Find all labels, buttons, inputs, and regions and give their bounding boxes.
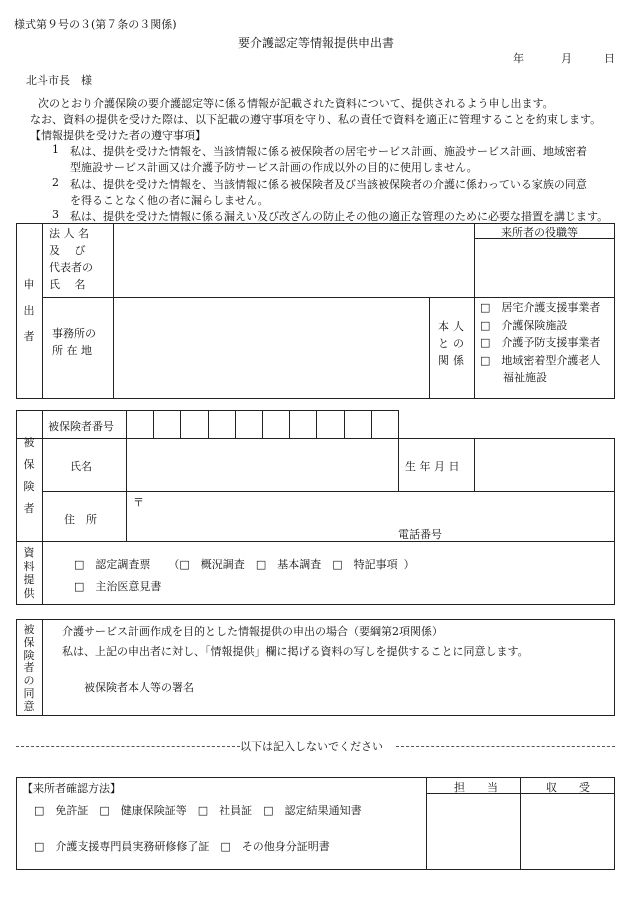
- materials-row-2: [74, 578, 161, 594]
- office-address-label-1: 事務所の: [52, 327, 96, 340]
- divider-text: 以下は記入しないでください: [240, 740, 383, 753]
- consent-line-2: 私は、上記の申出者に対し、「情報提供」欄に掲げる資料の写しを提供することに同意します。: [62, 645, 529, 658]
- special-notes-option[interactable]: □ 特記事項: [332, 558, 398, 571]
- relation-option-facility[interactable]: □ 介護保険施設: [480, 318, 568, 332]
- insured-number-label: 被保険者番号: [48, 420, 114, 433]
- insured-name-label: 氏名: [70, 460, 92, 473]
- basic-option[interactable]: □ 基本調査: [255, 558, 322, 571]
- verification-method-label: 【来所者確認方法】: [22, 782, 121, 795]
- date-month-label: 月: [561, 52, 572, 65]
- applicant-section-label: 申出者: [23, 278, 35, 343]
- survey-checkbox[interactable]: □: [74, 558, 85, 571]
- compliance-heading: 【情報提供を受けた者の遵守事項】: [30, 129, 206, 142]
- divider-left: [16, 746, 240, 747]
- applicant-name-label-1: 法 人 名: [49, 227, 89, 240]
- signature-label: 被保険者本人等の署名: [84, 681, 194, 694]
- applicant-name-label-2: 及 び: [49, 244, 86, 257]
- relation-label: 本人との関係: [438, 320, 468, 367]
- insured-address-field[interactable]: [129, 494, 609, 538]
- relation-options: [480, 299, 600, 387]
- compliance-item-1-line-1: 私は、提供を受けた情報を、当該情報に係る被保険者の居宅サービス計画、施設サービス計画、地域密着: [70, 145, 587, 158]
- verification-row-2[interactable]: □ 介護支援専門員実務研修修了証 □ その他身分証明書: [34, 840, 330, 853]
- received-label: 収 受: [546, 781, 590, 794]
- visitor-role-field[interactable]: [478, 241, 612, 295]
- compliance-item-2-line-2: を得ることなく他の者に漏らしません。: [70, 194, 269, 207]
- staff-label: 担 当: [454, 781, 498, 794]
- divider-right: [396, 746, 615, 747]
- date-year-label: 年: [513, 52, 524, 65]
- consent-section-label: 被保険者の同意: [23, 623, 35, 713]
- insured-section-label: 被保険者: [23, 436, 35, 515]
- office-address-label-2: 所 在 地: [52, 344, 92, 357]
- overview-option[interactable]: □ 概況調査: [179, 558, 245, 571]
- compliance-item-2-line-1: 私は、提供を受けた情報を、当該情報に係る被保険者及び当該被保険者の介護に係わっている家族の同意: [70, 178, 587, 191]
- doctor-opinion-checkbox[interactable]: □: [74, 580, 85, 593]
- birth-date-field[interactable]: [477, 441, 613, 489]
- applicant-name-field[interactable]: [116, 226, 471, 294]
- materials-row-1: [74, 556, 415, 572]
- form-number: 様式第９号の３(第７条の３関係): [14, 18, 177, 31]
- compliance-item-2-number: 2: [52, 176, 59, 189]
- compliance-item-1-number: 1: [52, 143, 59, 156]
- compliance-item-3-line-1: 私は、提供を受けた情報に係る漏えい及び改ざんの防止その他の適正な管理のために必要な措置を講じます。: [70, 210, 609, 223]
- office-address-field[interactable]: [116, 300, 426, 396]
- phone-label: 電話番号: [398, 528, 442, 541]
- intro-line-1: 次のとおり介護保険の要介護認定等に係る情報が記載された資料について、提供されるよう申し出ます。: [38, 97, 554, 110]
- materials-section-label: 資料提供: [23, 546, 35, 600]
- compliance-item-3-number: 3: [52, 208, 59, 221]
- insured-address-label: 住 所: [64, 513, 97, 526]
- addressee: 北斗市長 様: [26, 74, 92, 87]
- insured-number-field[interactable]: [129, 412, 397, 437]
- applicant-name-label-3: 代表者の: [49, 261, 93, 274]
- birth-date-label: 生 年 月 日: [405, 460, 460, 473]
- survey-label: 認定調査票: [95, 558, 151, 571]
- compliance-item-1-line-2: 型施設サービス計画又は介護予防サービス計画の作成以外の目的に使用しません。: [70, 161, 478, 174]
- insured-name-field[interactable]: [129, 441, 395, 489]
- relation-option-prevention[interactable]: □ 介護予防支援事業者: [480, 336, 601, 349]
- date-day-label: 日: [604, 52, 615, 65]
- verification-row-1[interactable]: □ 免許証 □ 健康保険証等 □ 社員証 □ 認定結果通知書: [34, 804, 362, 817]
- relation-option-community-cont: 福祉施設: [503, 371, 547, 384]
- postal-mark: 〒: [133, 496, 144, 509]
- paren-close: ）: [403, 558, 415, 571]
- page-title: 要介護認定等情報提供申出書: [238, 36, 395, 50]
- visitor-role-label: 来所者の役職等: [501, 226, 578, 239]
- relation-option-community[interactable]: □ 地域密着型介護老人: [480, 353, 601, 367]
- paren-open: （: [168, 558, 180, 571]
- signature-field[interactable]: [200, 672, 600, 702]
- consent-line-1: 介護サービス計画作成を目的とした情報提供の申出の場合（要綱第2項関係）: [62, 625, 443, 638]
- doctor-opinion-label: 主治医意見書: [95, 580, 162, 593]
- relation-option-home-care[interactable]: □ 居宅介護支援事業者: [480, 301, 601, 314]
- applicant-name-label-4: 氏 名: [49, 278, 86, 291]
- intro-line-2: なお、資料の提供を受けた際は、以下記載の遵守事項を守り、私の責任で資料を適正に管理することを約束します。: [30, 113, 602, 126]
